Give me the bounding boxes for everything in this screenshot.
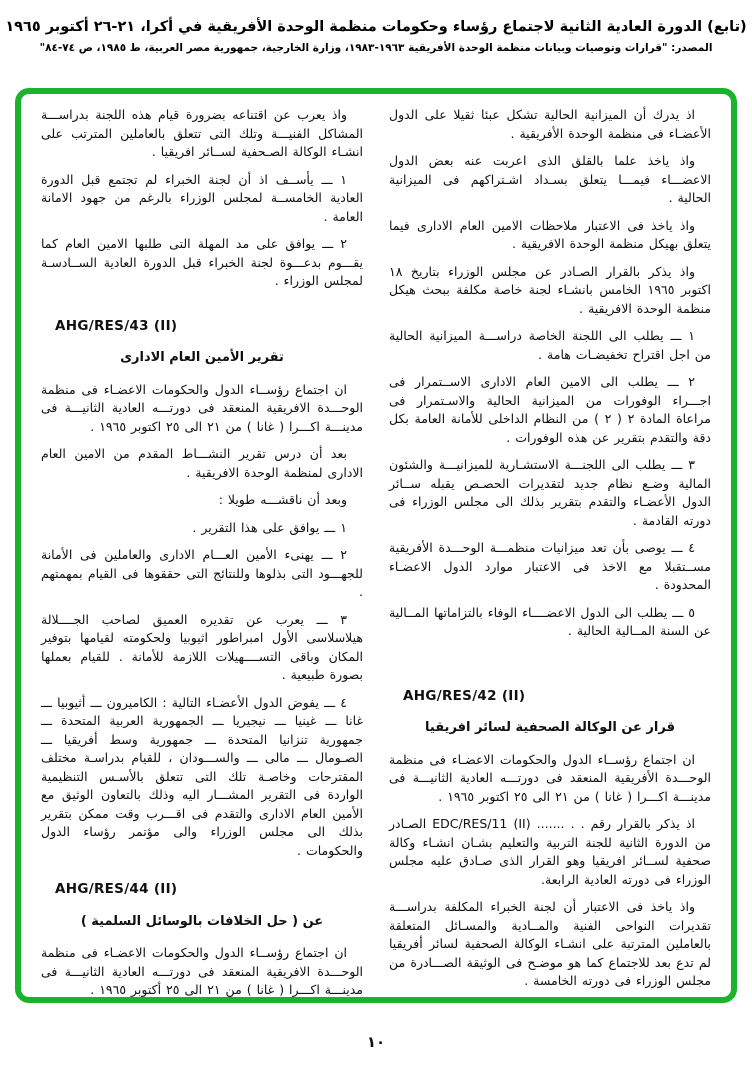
header-session-title: (تابع) الدورة العادية الثانية لاجتماع رؤساء وحكومات منظمة الوحدة الأفريقية في أكرا، ٢١-٢٦ أكتوبر ١٩٦٥ <box>5 19 747 35</box>
resolution-code: AHG/RES/44 (II) <box>55 881 178 897</box>
page-number: ١٠ <box>366 1033 386 1051</box>
paragraph: ان اجتماع رؤســاء الدول والحكومات الاعضـاء فى منظمة الوحـــدة الأفريقية المنعقد فى دورتـــه العادية الثانيـــة فى مدينـــة اكـــرا ( غانا ) من ٢١ الى ٢٥ اكتوبر ١٩٦٥ . <box>389 751 711 804</box>
resolution-code: AHG/RES/42 (II) <box>403 687 526 704</box>
paragraph: واذ ياخذ فى الاعتبار ملاحظات الامين العام الادارى فيما يتعلق بهيكل منظمة الوحدة الافريقية . <box>389 217 711 251</box>
paragraph: واذ يعرب عن اقتناعه بضرورة قيام هذه اللجنة بدراســـة المشاكل الفنيـــة وتلك التى تتعلق بالعاملين المترتب على انشـاء الوكالة الصـحفية لســائر افريقيا . <box>41 107 363 159</box>
header-source-citation: المصدر: "قرارات وتوصيات وبيانات منظمة الوحدة الأفريقية ١٩٦٣-١٩٨٣، وزارة الخارجية، جمهورية مصر العربية، ط ١٩٨٥، ص ٧٤-٨٤" <box>39 42 713 55</box>
green-page-frame <box>15 88 737 1003</box>
numbered-item: ٣ ـــ يطلب الى اللجنـــة الاستشـارية للميزانيـــة والشئون المالية وضـع نظام جديد لتقديرات الحصـص يقبله ســائر الدول الأعضـاء والتقدم بتقرير بذلك الى مجلس الوزراء فى دورته القادمة . <box>389 457 711 528</box>
paragraph: اذ يذكر بالقرار رقم . . ....... EDC/RES/11 (II) الصـادر من الدورة الثانية للجنة التربية والتعليم بشـان انشـاء وكالة صحفية لســائر افريقيا وهو القرار الذى صـادق عليه مجلس الوزراء فى دورته العادية الرابعة. <box>389 816 711 887</box>
paragraph: واذ ياخذ فى الاعتبار أن لجنة الخبراء المكلفة بدراســـة تقديرات النواحى الفنية والمــادية والمسـائل المتعلقة بالعاملين المترتبة على انشـاء الوكالة الصحفية لسائر أفريقيا لم تدع بعد للاجتماع كما هو موضـح فى الوثيقة الصـــادرة من مجلس الوزراء فى دورته الخامسة . <box>389 899 711 988</box>
numbered-item: ٢ ـــ يوافق على مد المهلة التى طلبها الامين العام كما يقـــوم بدعـــوة لجنة الخبراء قبل الدورة العادية الســادسـة لمجلس الوزراء . <box>41 236 363 288</box>
numbered-item: ١ ـــ يطلب الى اللجنة الخاصة دراســـة الميزانية الحالية من اجل اقتراح تخفيضـات هامة . <box>389 328 711 362</box>
numbered-item: ٢ ـــ يطلب الى الامين العام الادارى الاســتمرار فى اجـــراء الوفورات من الميزانية الحالية والاسـتمرار فى مراعاة المادة ٢ ( ٢ ) من النظام الداخلى للأمانة العامة بكل دقة والتقدم بتقرير عن هذه الوفورات . <box>389 374 712 445</box>
resolution-code: AHG/RES/43 (II) <box>55 317 178 334</box>
paragraph: واذ يذكر بالقرار الصـادر عن مجلس الوزراء بتاريخ ١٨ اكتوبر ١٩٦٥ الخامس بانشـاء لجنة خاصة مكلفة ببحث هيكل منظمة الوحدة الافريقية . <box>389 263 711 316</box>
numbered-item: ٣ ـــ يعرب عن تقديره العميق لصاحب الجــــلالة هيلاسلاسى الأول امبراطور اثيوبيا ولحكومته لقيامها بتوفير المكان وباقى التســــهيلات اللازمة للأمانة . للقيام بعملها بصورة طبيعية . <box>41 611 363 682</box>
two-column-layout <box>21 94 731 997</box>
paragraph: اذ يدرك أن الميزانية الحالية تشكل عبئا ثقيلا على الدول الأعضـاء فى منظمة الوحدة الأفريقية . <box>389 107 711 141</box>
column-left <box>41 106 363 997</box>
numbered-item: ٤ ـــ يفوض الدول الأعضـاء التالية : الكاميرون ـــ أثيوبيا ـــ غانا ـــ غينيا ـــ نيجيريا ـــ الجمهورية العربية المتحدة ـــ جمهورية تنزانيا المتحدة ـــ جمهورية وسط أفريقيا ـــ الصـومال ـــ مالى ـــ والســـودان ، للقيام بدراسـة مختلف المقترحات وخاصـة تلك التى تتعلق بالأسـس التنظيمية الواردة فى التقرير المشـــار اليه وذلك بالتعاون الوثيق مع الأمين العام الادارى والتقدم فى اقـــرب وقت ممكن بتقرير بذلك الى مجلس الوزراء والى مؤتمر رؤساء الدول والحكومات . <box>41 694 363 858</box>
numbered-item: ٢ ـــ يهنىء الأمين العـــام الادارى والعاملين فى الأمانة للجهـــود التى بذلوها وللنتائج التى حققوها فى القيام بمهمتهم . <box>41 547 363 599</box>
section-heading: عن ( حل الخلافات بالوسائل السلمية ) <box>80 913 324 929</box>
paragraph: ان اجتماع رؤســاء الدول والحكومات الاعضـاء فى منظمة الوحـــدة الافريقية المنعقد فى دورتـــه العادية الثانيـــة فى مدينـــة اكـــرا ( غانا ) من ٢١ الى ٢٥ اكتوبر ١٩٦٥ . <box>41 381 363 434</box>
numbered-item: ١ ـــ يأســف اذ أن لجنة الخبراء لم تجتمع قبل الدورة العادية الخامســة لمجلس الوزراء بالرغم من جهود الامانة العامة . <box>41 171 363 224</box>
numbered-item: ١ ـــ يوافق على هذا التقرير . <box>192 519 347 535</box>
section-heading: تقرير الأمين العام الادارى <box>120 350 284 365</box>
numbered-item: ٤ ـــ يوصى بأن تعد ميزانيات منظمـــة الوحـــدة الأفريقية مســتقبلا مع الاخذ فى الاعتبار موارد الدول الاعضـاء المحدودة . <box>389 540 711 592</box>
paragraph: واذ ياخذ علما بالقلق الذى اعربت عنه بعض الدول الاعضـــاء فيمـــا يتعلق بسـداد اشـتراكهم فى الميزانية الحالية . <box>389 153 711 205</box>
paragraph: وبعد أن ناقشـــه طويلا : <box>218 492 347 507</box>
numbered-item: ٥ ـــ يطلب الى الدول الاعضــــاء الوفاء بالتزاماتها المــالية عن السنة المــالية الحالية . <box>389 604 711 638</box>
paragraph: ان اجتماع رؤســاء الدول والحكومات الاعضـاء فى منظمة الوحـــدة الافريقية المنعقد فى دورتـــه العادية الثانيـــة فى مدينـــة اكـــرا ( غانا ) من ٢١ الى ٢٥ أكتوبر ١٩٦٥ . <box>41 945 363 997</box>
column-right <box>389 106 711 989</box>
document-header <box>0 0 752 54</box>
paragraph: بعد أن درس تقرير النشـــاط المقدم من الامين العام الادارى لمنظمة الوحدة الافريقية . <box>41 446 363 480</box>
section-heading: قرار عن الوكالة الصحفية لسائر افريقيا <box>425 720 675 735</box>
